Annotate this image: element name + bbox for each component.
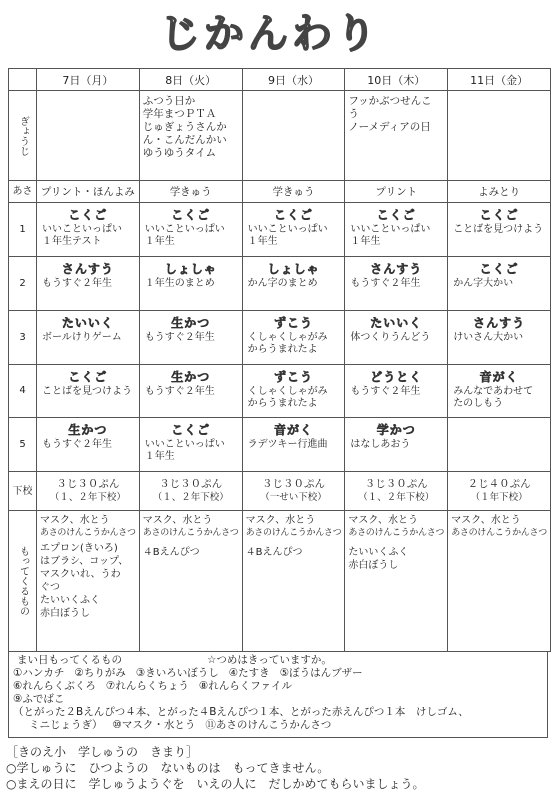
lesson-content: ラデツキー行進曲 bbox=[247, 439, 328, 451]
lesson-cell bbox=[242, 364, 345, 418]
lesson-cell bbox=[37, 364, 140, 418]
lesson-content: いいこといっぱい １年生 bbox=[144, 439, 225, 463]
subject-name: 生かつ bbox=[171, 369, 211, 384]
lesson-cell bbox=[37, 310, 140, 364]
lesson-content: いいこといっぱい １年生テスト bbox=[42, 224, 122, 248]
bring-cell: マスク、水とう あさのけんこうかんさつ たいいくふく 赤白ぼうし bbox=[345, 510, 448, 651]
lesson-content: いいこといっぱい １年生 bbox=[350, 224, 431, 248]
lesson-content: くしゃくしゃがみ からうまれたよ bbox=[247, 331, 328, 355]
lesson-content: もうすぐ２年生 bbox=[144, 385, 215, 397]
lesson-cell bbox=[448, 203, 551, 257]
morning-cell: よみとり bbox=[448, 180, 551, 202]
lesson-content: ことばを見つけよう bbox=[42, 385, 132, 397]
subject-name: 生かつ bbox=[171, 315, 211, 330]
subject-name: たいいく bbox=[370, 315, 423, 330]
corner-cell bbox=[9, 69, 37, 91]
lesson-content: かん字大かい bbox=[453, 277, 514, 289]
bring-cell: マスク、水とう あさのけんこうかんさつ ４Bえんぴつ bbox=[139, 510, 242, 651]
nails-reminder: ☆つめはきっていますか。 bbox=[207, 654, 332, 666]
subject-name: しょしゃ bbox=[164, 261, 217, 276]
lesson-cell bbox=[448, 418, 551, 472]
dismissal-cell: ３じ３０ぷん （一せい下校） bbox=[242, 472, 345, 511]
lesson-content: もうすぐ２年生 bbox=[42, 439, 112, 451]
events-cell: フッかぶつせんこ う ノーメディアの日 bbox=[345, 91, 448, 180]
subject-name: こくご bbox=[479, 208, 519, 223]
period-number: 4 bbox=[9, 364, 37, 418]
day-header: 9日（水） bbox=[242, 69, 345, 91]
bring-label: もってくるもの bbox=[9, 510, 37, 651]
daily-items-box bbox=[8, 652, 548, 738]
lesson-content: くしゃくしゃがみ からうまれたよ bbox=[247, 385, 328, 409]
lesson-content: もうすぐ２年生 bbox=[144, 331, 215, 343]
lesson-content: もうすぐ２年生 bbox=[350, 385, 421, 397]
lesson-cell bbox=[448, 364, 551, 418]
subject-name: どうとく bbox=[370, 369, 423, 384]
timetable bbox=[8, 68, 551, 652]
lesson-content: けいさん大かい bbox=[453, 331, 524, 343]
dismissal-cell: ３じ３０ぷん （１、２年下校） bbox=[345, 472, 448, 511]
day-header: 11日（金） bbox=[448, 69, 551, 91]
subject-name: さんすう bbox=[370, 261, 423, 276]
events-cell: ふつう日か 学年まつＰＴＡ じゅぎょうさんか ん・こんだんかい ゆうゆうタイム bbox=[139, 91, 242, 180]
lesson-content: ボールけりゲーム bbox=[42, 331, 122, 343]
morning-cell: プリント・ほんよみ bbox=[37, 180, 140, 202]
lesson-cell bbox=[139, 256, 242, 310]
subject-name: たいいく bbox=[61, 315, 114, 330]
subject-name: こくご bbox=[273, 208, 313, 223]
lesson-content: もうすぐ２年生 bbox=[42, 277, 112, 289]
lesson-cell bbox=[242, 418, 345, 472]
subject-name: さんすう bbox=[473, 315, 526, 330]
daily-items-row: （とがった２Bえんぴつ４本、とがった４Bえんぴつ１本、とがった赤えんぴつ１本 けしゴム、 bbox=[13, 706, 469, 718]
daily-items-row: ①ハンカチ ②ちりがみ ③きいろいぼうし ④たすき ⑤ぼうはんブザー bbox=[13, 667, 363, 679]
subject-name: ずこう bbox=[273, 369, 313, 384]
lesson-content: はなしあおう bbox=[350, 439, 411, 451]
day-header: 8日（火） bbox=[139, 69, 242, 91]
subject-name: 学かつ bbox=[376, 423, 416, 438]
lesson-cell bbox=[448, 310, 551, 364]
subject-name: しょしゃ bbox=[267, 261, 320, 276]
subject-name: こくご bbox=[68, 208, 108, 223]
morning-cell: 学きゅう bbox=[139, 180, 242, 202]
period-number: 5 bbox=[9, 418, 37, 472]
lesson-content: かん字のまとめ bbox=[247, 277, 318, 289]
dismissal-cell: ３じ３０ぷん （１、２年下校） bbox=[139, 472, 242, 511]
lesson-content: １年生のまとめ bbox=[144, 277, 215, 289]
subject-name: こくご bbox=[171, 423, 211, 438]
rule-line: ○まえの日に 学しゅうようぐを いえの人に だしかめてもらいましょう。 bbox=[6, 777, 425, 791]
daily-items-row: ⑨ふでばこ bbox=[13, 693, 65, 705]
lesson-cell bbox=[139, 364, 242, 418]
lesson-content: 体つくりうんどう bbox=[350, 331, 431, 343]
daily-items-row: ⑥れんらくぶくろ ⑦れんらくちょう ⑧れんらくファイル bbox=[13, 680, 293, 692]
subject-name: こくご bbox=[479, 261, 519, 276]
lesson-cell bbox=[242, 310, 345, 364]
lesson-cell bbox=[37, 256, 140, 310]
morning-label: あさ bbox=[9, 180, 37, 202]
lesson-cell bbox=[345, 418, 448, 472]
subject-name: ずこう bbox=[273, 315, 313, 330]
lesson-cell bbox=[37, 418, 140, 472]
lesson-content: ことばを見つけよう bbox=[453, 224, 544, 236]
dismissal-label: 下校 bbox=[9, 472, 37, 511]
subject-name: 生かつ bbox=[68, 423, 108, 438]
lesson-cell bbox=[448, 256, 551, 310]
daily-items-heading: まい日もってくるもの bbox=[17, 654, 122, 666]
lesson-cell bbox=[345, 310, 448, 364]
events-cell bbox=[242, 91, 345, 180]
lesson-cell bbox=[345, 256, 448, 310]
lesson-cell bbox=[242, 256, 345, 310]
dismissal-cell: ３じ３０ぷん （１、２年下校） bbox=[37, 472, 140, 511]
events-cell bbox=[448, 91, 551, 180]
study-rules bbox=[6, 744, 554, 792]
morning-cell: 学きゅう bbox=[242, 180, 345, 202]
lesson-cell bbox=[139, 203, 242, 257]
lesson-content: いいこといっぱい １年生 bbox=[144, 224, 225, 248]
subject-name: 音がく bbox=[479, 369, 519, 384]
lesson-cell bbox=[37, 203, 140, 257]
subject-name: 音がく bbox=[273, 423, 313, 438]
subject-name: こくご bbox=[171, 208, 211, 223]
bring-cell: マスク、水とう あさのけんこうかんさつ bbox=[448, 510, 551, 651]
period-number: 1 bbox=[9, 203, 37, 257]
rules-heading: ［きのえ小 学しゅうの きまり］ bbox=[6, 745, 199, 759]
lesson-cell bbox=[139, 418, 242, 472]
lesson-content: いいこといっぱい １年生 bbox=[247, 224, 328, 248]
events-cell bbox=[37, 91, 140, 180]
lesson-cell bbox=[242, 203, 345, 257]
daily-items-row: ミニじょうぎ） ⑩マスク・水とう ⑪あさのけんこうかんさつ bbox=[29, 719, 332, 731]
lesson-content: みんなであわせて たのしもう bbox=[453, 385, 534, 409]
rule-line: ○学しゅうに ひつようの ないものは もってきません。 bbox=[6, 761, 330, 775]
dismissal-cell: ２じ４０ぷん （１年下校） bbox=[448, 472, 551, 511]
lesson-cell bbox=[345, 203, 448, 257]
period-number: 2 bbox=[9, 256, 37, 310]
lesson-cell bbox=[139, 310, 242, 364]
subject-name: こくご bbox=[68, 369, 108, 384]
subject-name: こくご bbox=[376, 208, 416, 223]
day-header: 10日（木） bbox=[345, 69, 448, 91]
events-label: ぎょうじ bbox=[9, 91, 37, 180]
page-title: じかんわり bbox=[160, 11, 380, 57]
period-number: 3 bbox=[9, 310, 37, 364]
subject-name: さんすう bbox=[61, 261, 114, 276]
bring-cell: マスク、水とう あさのけんこうかんさつ ４Bえんぴつ bbox=[242, 510, 345, 651]
lesson-content: もうすぐ２年生 bbox=[350, 277, 421, 289]
day-header: 7日（月） bbox=[37, 69, 140, 91]
bring-cell: マスク、水とう あさのけんこうかんさつ エプロン(きいろ) はブラシ、コップ、 マスクいれ、うわ ぐつ たいいくふく 赤白ぼうし bbox=[37, 510, 140, 651]
lesson-cell bbox=[345, 364, 448, 418]
morning-cell: プリント bbox=[345, 180, 448, 202]
